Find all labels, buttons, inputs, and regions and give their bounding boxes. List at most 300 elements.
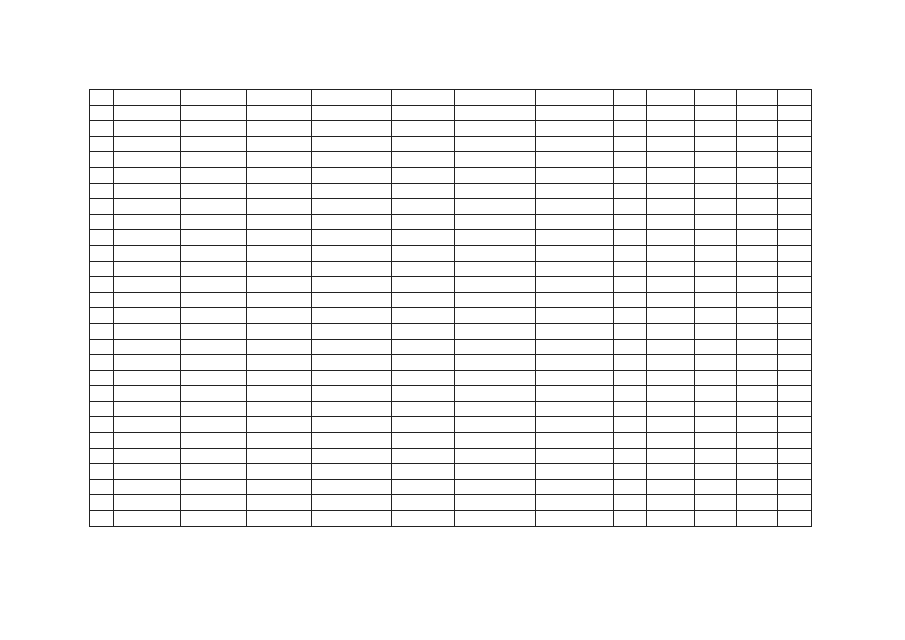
- table-cell: [114, 448, 181, 464]
- table-cell: [778, 495, 812, 511]
- table-row: [90, 370, 812, 386]
- table-cell: [647, 464, 695, 480]
- table-cell: [181, 323, 247, 339]
- table-cell: [695, 214, 737, 230]
- table-cell: [455, 183, 536, 199]
- table-cell: [536, 433, 614, 449]
- table-cell: [536, 121, 614, 137]
- table-cell: [695, 355, 737, 371]
- table-row: [90, 433, 812, 449]
- table-cell: [181, 417, 247, 433]
- table-cell: [455, 230, 536, 246]
- table-cell: [536, 277, 614, 293]
- table-row: [90, 277, 812, 293]
- table-cell: [181, 90, 247, 106]
- table-cell: [181, 355, 247, 371]
- table-cell: [181, 230, 247, 246]
- table-cell: [536, 167, 614, 183]
- table-cell: [247, 511, 312, 527]
- table-cell: [536, 511, 614, 527]
- table-cell: [247, 245, 312, 261]
- table-cell: [247, 323, 312, 339]
- table-cell: [181, 245, 247, 261]
- table-cell: [247, 339, 312, 355]
- table-cell: [778, 323, 812, 339]
- table-cell: [737, 355, 778, 371]
- table-cell: [90, 370, 114, 386]
- table-cell: [647, 292, 695, 308]
- table-cell: [247, 355, 312, 371]
- table-cell: [614, 90, 647, 106]
- table-cell: [312, 292, 392, 308]
- table-cell: [778, 464, 812, 480]
- table-cell: [695, 152, 737, 168]
- table-cell: [778, 433, 812, 449]
- table-cell: [90, 152, 114, 168]
- table-cell: [737, 277, 778, 293]
- table-cell: [90, 511, 114, 527]
- table-cell: [181, 277, 247, 293]
- table-cell: [312, 121, 392, 137]
- table-cell: [455, 339, 536, 355]
- table-cell: [181, 199, 247, 215]
- table-cell: [647, 433, 695, 449]
- table-cell: [392, 245, 455, 261]
- table-cell: [392, 464, 455, 480]
- table-cell: [312, 183, 392, 199]
- table-cell: [614, 121, 647, 137]
- table-cell: [90, 417, 114, 433]
- table-cell: [312, 386, 392, 402]
- table-cell: [181, 183, 247, 199]
- table-cell: [181, 261, 247, 277]
- table-cell: [392, 136, 455, 152]
- table-cell: [114, 417, 181, 433]
- table-cell: [114, 245, 181, 261]
- table-row: [90, 495, 812, 511]
- table-cell: [647, 479, 695, 495]
- table-cell: [536, 105, 614, 121]
- table-cell: [614, 292, 647, 308]
- table-cell: [181, 121, 247, 137]
- table-row: [90, 292, 812, 308]
- table-cell: [737, 479, 778, 495]
- table-cell: [778, 417, 812, 433]
- table-row: [90, 167, 812, 183]
- table-cell: [778, 401, 812, 417]
- table-cell: [247, 277, 312, 293]
- table-cell: [392, 511, 455, 527]
- table-row: [90, 511, 812, 527]
- table-cell: [114, 308, 181, 324]
- table-cell: [312, 355, 392, 371]
- table-cell: [312, 495, 392, 511]
- table-cell: [695, 401, 737, 417]
- table-cell: [90, 245, 114, 261]
- table-cell: [455, 136, 536, 152]
- table-cell: [614, 495, 647, 511]
- table-cell: [312, 199, 392, 215]
- table-cell: [90, 214, 114, 230]
- table-cell: [114, 495, 181, 511]
- table-cell: [614, 479, 647, 495]
- table-cell: [647, 308, 695, 324]
- table-cell: [312, 245, 392, 261]
- table-cell: [181, 433, 247, 449]
- table-cell: [90, 230, 114, 246]
- table-cell: [114, 152, 181, 168]
- table-cell: [90, 433, 114, 449]
- table-cell: [392, 479, 455, 495]
- table-row: [90, 339, 812, 355]
- table-cell: [536, 401, 614, 417]
- table-cell: [647, 495, 695, 511]
- table-row: [90, 105, 812, 121]
- table-cell: [778, 230, 812, 246]
- table-cell: [247, 121, 312, 137]
- table-cell: [647, 386, 695, 402]
- table-cell: [737, 90, 778, 106]
- table-cell: [737, 308, 778, 324]
- table-cell: [614, 230, 647, 246]
- table-cell: [695, 261, 737, 277]
- table-cell: [312, 370, 392, 386]
- table-cell: [455, 479, 536, 495]
- table-cell: [614, 448, 647, 464]
- table-cell: [247, 152, 312, 168]
- table-cell: [647, 448, 695, 464]
- table-cell: [90, 464, 114, 480]
- table-cell: [647, 121, 695, 137]
- table-row: [90, 136, 812, 152]
- table-row: [90, 401, 812, 417]
- table-cell: [536, 355, 614, 371]
- table-cell: [455, 511, 536, 527]
- table-cell: [614, 355, 647, 371]
- table-cell: [247, 199, 312, 215]
- table-cell: [455, 448, 536, 464]
- table-cell: [737, 199, 778, 215]
- table-cell: [312, 261, 392, 277]
- table-cell: [312, 401, 392, 417]
- table-cell: [90, 386, 114, 402]
- table-cell: [392, 308, 455, 324]
- table-cell: [392, 167, 455, 183]
- table-cell: [647, 511, 695, 527]
- table-cell: [737, 433, 778, 449]
- table-row: [90, 183, 812, 199]
- table-cell: [614, 511, 647, 527]
- table-cell: [247, 105, 312, 121]
- table-cell: [114, 292, 181, 308]
- table-cell: [536, 183, 614, 199]
- table-row: [90, 230, 812, 246]
- table-cell: [247, 167, 312, 183]
- table-cell: [114, 370, 181, 386]
- table-cell: [392, 199, 455, 215]
- table-cell: [455, 308, 536, 324]
- table-cell: [114, 511, 181, 527]
- table-cell: [536, 152, 614, 168]
- table-cell: [614, 152, 647, 168]
- table-cell: [247, 495, 312, 511]
- table-cell: [114, 386, 181, 402]
- table-cell: [455, 245, 536, 261]
- table-row: [90, 417, 812, 433]
- table-cell: [392, 261, 455, 277]
- table-cell: [737, 105, 778, 121]
- table-cell: [614, 245, 647, 261]
- table-cell: [695, 433, 737, 449]
- table-cell: [455, 433, 536, 449]
- table-cell: [181, 464, 247, 480]
- table-cell: [737, 214, 778, 230]
- table-cell: [737, 495, 778, 511]
- table-cell: [695, 183, 737, 199]
- table-row: [90, 464, 812, 480]
- table-cell: [536, 214, 614, 230]
- table-cell: [312, 511, 392, 527]
- table-cell: [778, 308, 812, 324]
- table-cell: [247, 417, 312, 433]
- table-cell: [647, 199, 695, 215]
- table-cell: [778, 448, 812, 464]
- table-cell: [695, 136, 737, 152]
- table-cell: [247, 292, 312, 308]
- table-cell: [455, 495, 536, 511]
- table-cell: [536, 386, 614, 402]
- table-cell: [114, 214, 181, 230]
- table-cell: [695, 495, 737, 511]
- table-cell: [392, 323, 455, 339]
- table-cell: [737, 230, 778, 246]
- table-cell: [614, 167, 647, 183]
- table-cell: [737, 401, 778, 417]
- table-cell: [114, 183, 181, 199]
- table-cell: [247, 230, 312, 246]
- table-cell: [455, 401, 536, 417]
- table-cell: [536, 261, 614, 277]
- table-cell: [455, 261, 536, 277]
- table-body: [90, 90, 812, 527]
- table-cell: [614, 183, 647, 199]
- table-cell: [181, 495, 247, 511]
- table-cell: [455, 121, 536, 137]
- table-cell: [647, 417, 695, 433]
- table-cell: [536, 136, 614, 152]
- table-cell: [455, 292, 536, 308]
- table-cell: [392, 90, 455, 106]
- table-cell: [778, 511, 812, 527]
- table-cell: [455, 214, 536, 230]
- table-cell: [455, 464, 536, 480]
- table-cell: [536, 292, 614, 308]
- table-row: [90, 199, 812, 215]
- table-cell: [737, 292, 778, 308]
- table-cell: [90, 308, 114, 324]
- table-cell: [695, 105, 737, 121]
- table-cell: [392, 339, 455, 355]
- table-cell: [392, 292, 455, 308]
- table-cell: [247, 370, 312, 386]
- table-cell: [536, 230, 614, 246]
- table-cell: [695, 386, 737, 402]
- table-cell: [737, 261, 778, 277]
- table-cell: [647, 370, 695, 386]
- table-cell: [455, 199, 536, 215]
- table-cell: [312, 167, 392, 183]
- table-cell: [392, 355, 455, 371]
- table-cell: [90, 136, 114, 152]
- table-cell: [614, 214, 647, 230]
- table-cell: [181, 401, 247, 417]
- table-cell: [737, 339, 778, 355]
- table-cell: [181, 386, 247, 402]
- table-cell: [695, 292, 737, 308]
- table-row: [90, 245, 812, 261]
- table-cell: [695, 277, 737, 293]
- table-cell: [90, 479, 114, 495]
- table-cell: [778, 167, 812, 183]
- table-cell: [614, 261, 647, 277]
- table-cell: [312, 277, 392, 293]
- table-cell: [247, 261, 312, 277]
- table-cell: [614, 386, 647, 402]
- table-cell: [778, 370, 812, 386]
- table-cell: [181, 152, 247, 168]
- table-cell: [737, 448, 778, 464]
- table-cell: [392, 448, 455, 464]
- table-cell: [312, 136, 392, 152]
- table-cell: [614, 199, 647, 215]
- table-cell: [455, 386, 536, 402]
- table-cell: [455, 90, 536, 106]
- table-cell: [247, 183, 312, 199]
- table-cell: [312, 105, 392, 121]
- table-cell: [181, 105, 247, 121]
- table-cell: [614, 136, 647, 152]
- table-row: [90, 121, 812, 137]
- table-cell: [312, 464, 392, 480]
- table-cell: [312, 214, 392, 230]
- table-row: [90, 214, 812, 230]
- table-cell: [536, 370, 614, 386]
- table-cell: [392, 401, 455, 417]
- table-cell: [695, 448, 737, 464]
- table-cell: [737, 152, 778, 168]
- table-cell: [247, 136, 312, 152]
- table-cell: [90, 277, 114, 293]
- table-cell: [737, 183, 778, 199]
- table-cell: [695, 511, 737, 527]
- table-cell: [247, 464, 312, 480]
- table-cell: [247, 308, 312, 324]
- table-cell: [614, 105, 647, 121]
- table-cell: [695, 245, 737, 261]
- table-cell: [647, 355, 695, 371]
- table-row: [90, 355, 812, 371]
- table-cell: [455, 152, 536, 168]
- table-cell: [114, 90, 181, 106]
- table-cell: [778, 214, 812, 230]
- table-cell: [647, 230, 695, 246]
- table-cell: [695, 308, 737, 324]
- table-cell: [312, 417, 392, 433]
- table-cell: [247, 448, 312, 464]
- table-cell: [536, 479, 614, 495]
- table-cell: [536, 199, 614, 215]
- table-cell: [455, 417, 536, 433]
- table-cell: [90, 495, 114, 511]
- table-cell: [114, 105, 181, 121]
- table-cell: [614, 417, 647, 433]
- table-cell: [778, 183, 812, 199]
- table-cell: [392, 417, 455, 433]
- table-cell: [181, 136, 247, 152]
- table-cell: [647, 90, 695, 106]
- table-cell: [90, 339, 114, 355]
- table-cell: [536, 495, 614, 511]
- table-cell: [90, 401, 114, 417]
- table-cell: [90, 292, 114, 308]
- table-cell: [90, 323, 114, 339]
- table-cell: [695, 90, 737, 106]
- table-cell: [114, 339, 181, 355]
- table-cell: [647, 167, 695, 183]
- table-cell: [114, 433, 181, 449]
- table-cell: [737, 245, 778, 261]
- table-cell: [614, 323, 647, 339]
- table-cell: [114, 230, 181, 246]
- table-cell: [737, 464, 778, 480]
- table-cell: [114, 323, 181, 339]
- table-cell: [392, 183, 455, 199]
- table-cell: [536, 245, 614, 261]
- table-cell: [312, 479, 392, 495]
- table-row: [90, 90, 812, 106]
- table-cell: [695, 323, 737, 339]
- table-cell: [312, 308, 392, 324]
- table-cell: [737, 370, 778, 386]
- table-cell: [647, 183, 695, 199]
- table-cell: [778, 479, 812, 495]
- table-cell: [455, 370, 536, 386]
- table-cell: [181, 370, 247, 386]
- table-cell: [778, 199, 812, 215]
- table-row: [90, 261, 812, 277]
- table-cell: [392, 121, 455, 137]
- table-cell: [181, 479, 247, 495]
- table-cell: [312, 339, 392, 355]
- table-row: [90, 152, 812, 168]
- table-cell: [737, 167, 778, 183]
- table-cell: [181, 308, 247, 324]
- table-cell: [114, 121, 181, 137]
- table-cell: [778, 245, 812, 261]
- table-cell: [247, 433, 312, 449]
- table-cell: [778, 355, 812, 371]
- table-cell: [695, 479, 737, 495]
- table-cell: [778, 90, 812, 106]
- table-cell: [695, 199, 737, 215]
- table-cell: [455, 277, 536, 293]
- table-cell: [392, 433, 455, 449]
- table-cell: [737, 417, 778, 433]
- table-cell: [90, 105, 114, 121]
- table-cell: [778, 105, 812, 121]
- table-cell: [778, 339, 812, 355]
- table-cell: [181, 167, 247, 183]
